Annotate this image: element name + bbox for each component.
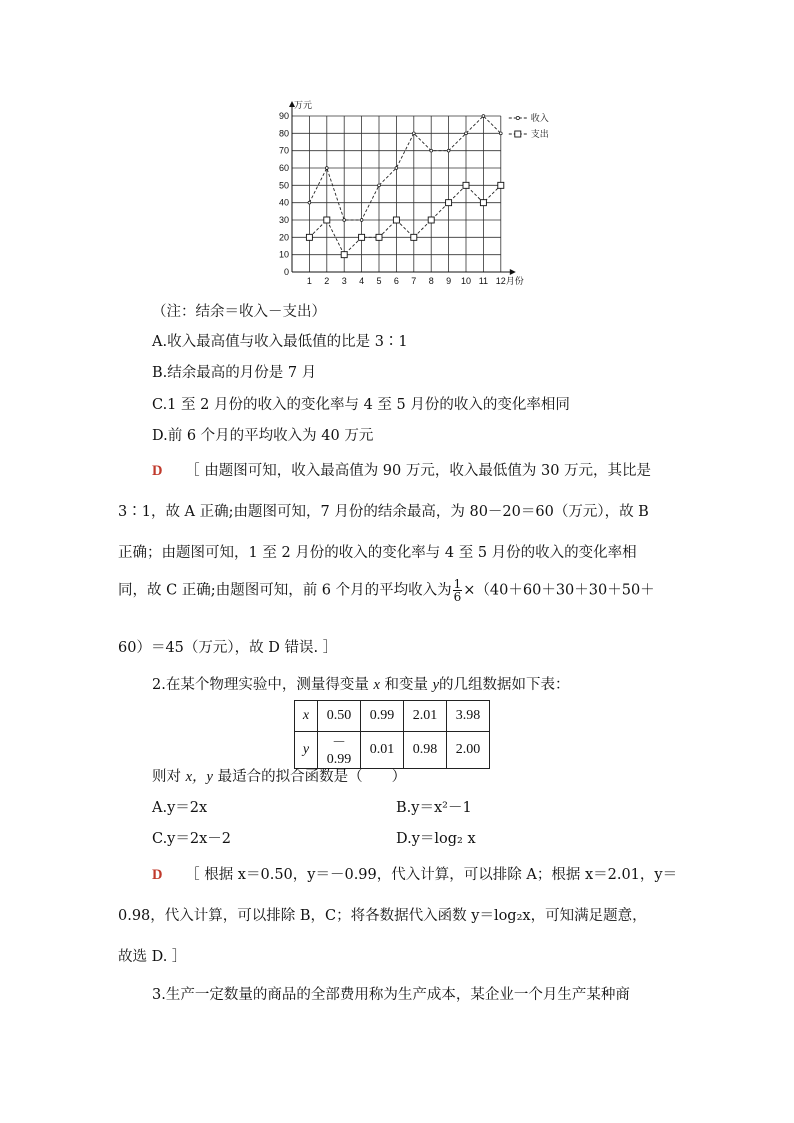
chart-axes — [289, 101, 516, 275]
q1-exp-text4b: ×（40＋60＋30＋30＋50＋ — [463, 582, 655, 599]
q2-stem — [152, 673, 570, 694]
y-tick-label: 60 — [278, 163, 289, 173]
legend-label: 收入 — [530, 113, 549, 123]
q2-stem-c: 的几组数据如下表： — [439, 677, 570, 693]
data-point-income — [343, 219, 346, 222]
q2-explanation-line3: 故选 D. ］ — [118, 949, 187, 965]
chart-grid — [292, 116, 501, 272]
q2-option-b: B.y＝x²－1 — [396, 800, 472, 816]
data-point-expense — [428, 217, 434, 223]
q2-var-x: x — [373, 677, 380, 693]
data-point-expense — [411, 234, 417, 240]
data-point-income — [447, 149, 450, 152]
q2-answer: D — [152, 867, 163, 883]
q1-exp-text4a: 同，故 C 正确;由题图可知，前 6 个月的平均收入为 — [118, 582, 452, 599]
y-tick-label: 50 — [278, 180, 289, 191]
data-point-income — [499, 132, 502, 135]
q2-exp-text1: ［ 根据 x＝0.50，y＝－0.99，代入计算，可以排除 A；根据 x＝2.01，y＝ — [185, 867, 678, 883]
x-axis-arrow — [510, 269, 516, 275]
table-cell: 0.99 — [361, 701, 404, 732]
table-cell: 3.98 — [447, 701, 490, 732]
q1-explanation-line5: 60）＝45（万元），故 D 错误. ］ — [118, 640, 338, 656]
q2-explanation-line2: 0.98，代入计算，可以排除 B，C；将各数据代入函数 y＝log₂x，可知满足题意， — [118, 908, 647, 924]
data-point-expense — [480, 200, 486, 206]
q2-option-a: A.y＝2x — [152, 800, 208, 816]
data-point-expense — [376, 234, 382, 240]
q2-ask-b: x，y — [185, 769, 213, 785]
table-cell: 0.98 — [404, 732, 447, 769]
q1-exp-text1: ［ 由题图可知，收入最高值为 90 万元，收入最低值为 30 万元，其比是 — [185, 463, 652, 479]
data-point-expense — [446, 200, 452, 206]
y-tick-label: 40 — [278, 197, 289, 208]
q2-stem-a: 2.在某个物理实验中，测量得变量 — [152, 677, 369, 693]
q2-data-table — [294, 700, 490, 769]
x-tick-label: 11 — [478, 276, 489, 286]
table-cell: 2.00 — [447, 732, 490, 769]
x-tick-label: 4 — [359, 276, 365, 286]
q1-answer: D — [152, 463, 163, 479]
data-point-expense — [393, 217, 399, 223]
data-point-income — [325, 167, 328, 170]
fraction-numerator: 1 — [453, 577, 462, 591]
x-tick-label: 8 — [428, 276, 434, 286]
data-point-income — [395, 167, 398, 170]
q1-note: （注：结余＝收入－支出） — [152, 304, 326, 320]
data-point-expense — [498, 182, 504, 188]
q1-option-a: A.收入最高值与收入最低值的比是 3∶1 — [152, 334, 408, 350]
x-tick-label: 9 — [446, 276, 452, 286]
x-tick-label: 2 — [324, 276, 330, 286]
q1-option-b: B.结余最高的月份是 7 月 — [152, 365, 317, 381]
x-tick-label: 3 — [341, 276, 347, 286]
q2-option-d: D.y＝log₂ x — [396, 831, 476, 847]
x-tick-label: 12月份 — [495, 276, 524, 286]
q1-option-c: C.1 至 2 月份的收入的变化率与 4 至 5 月份的收入的变化率相同 — [152, 397, 570, 413]
y-tick-label: 10 — [278, 249, 289, 260]
table-cell: 2.01 — [404, 701, 447, 732]
chart-series — [306, 115, 503, 258]
data-point-expense — [463, 182, 469, 188]
q2-stem-b: 和变量 — [384, 677, 428, 693]
q2-ask-a: 则对 — [152, 769, 181, 785]
data-point-expense — [359, 234, 365, 240]
q2-option-c: C.y＝2x－2 — [152, 831, 232, 847]
x-tick-label: 6 — [393, 276, 399, 286]
y-tick-label: 0 — [283, 267, 289, 277]
y-tick-label: 80 — [278, 128, 289, 139]
q3-stem: 3.生产一定数量的商品的全部费用称为生产成本，某企业一个月生产某种商 — [152, 987, 630, 1003]
x-tick-label: 7 — [411, 276, 417, 286]
data-point-expense — [324, 217, 330, 223]
q2-ask-c: 最适合的拟合函数是（ ） — [217, 769, 407, 785]
q2-question — [152, 765, 406, 786]
y-tick-label: 70 — [278, 145, 289, 156]
y-tick-label: 30 — [278, 215, 289, 225]
income-expense-chart — [268, 96, 549, 292]
y-tick-label: 20 — [278, 232, 289, 243]
data-point-expense — [306, 234, 312, 240]
data-point-income — [482, 115, 485, 118]
table-header-y: y — [295, 732, 318, 769]
table-row-x — [295, 701, 490, 732]
x-tick-label: 10 — [460, 276, 472, 286]
fraction-denominator: 6 — [453, 590, 462, 604]
data-point-expense — [341, 252, 347, 258]
data-point-income — [430, 149, 433, 152]
legend-label: 支出 — [530, 129, 549, 139]
y-tick-label: 90 — [278, 111, 289, 121]
q2-var-y: y — [432, 677, 440, 693]
y-axis-unit: 万元 — [294, 100, 313, 110]
data-point-income — [360, 219, 363, 222]
table-cell: 0.01 — [361, 732, 404, 769]
data-point-income — [412, 132, 415, 135]
data-point-income — [465, 132, 468, 135]
table-cell: 0.50 — [318, 701, 361, 732]
x-tick-label: 5 — [376, 276, 382, 286]
table-header-x: x — [295, 701, 318, 732]
q1-explanation-line3: 正确；由题图可知，1 至 2 月份的收入的变化率与 4 至 5 月份的收入的变化率相 — [118, 545, 637, 561]
data-point-income — [308, 201, 311, 204]
q1-explanation-line2: 3∶1，故 A 正确;由题图可知，7 月份的结余最高，为 80－20＝60（万元），故 B — [118, 504, 649, 520]
fraction-one-sixth — [453, 578, 463, 603]
data-point-income — [378, 184, 381, 187]
q1-explanation-line1 — [152, 459, 651, 480]
legend-marker-circle — [516, 116, 519, 119]
x-tick-label: 1 — [306, 276, 312, 286]
q2-explanation-line1 — [152, 863, 677, 884]
table-cell: －0.99 — [318, 732, 361, 769]
q1-option-d: D.前 6 个月的平均收入为 40 万元 — [152, 428, 374, 444]
table-row-y — [295, 732, 490, 769]
q1-explanation-line4 — [118, 578, 655, 603]
legend-marker-square — [515, 131, 521, 137]
